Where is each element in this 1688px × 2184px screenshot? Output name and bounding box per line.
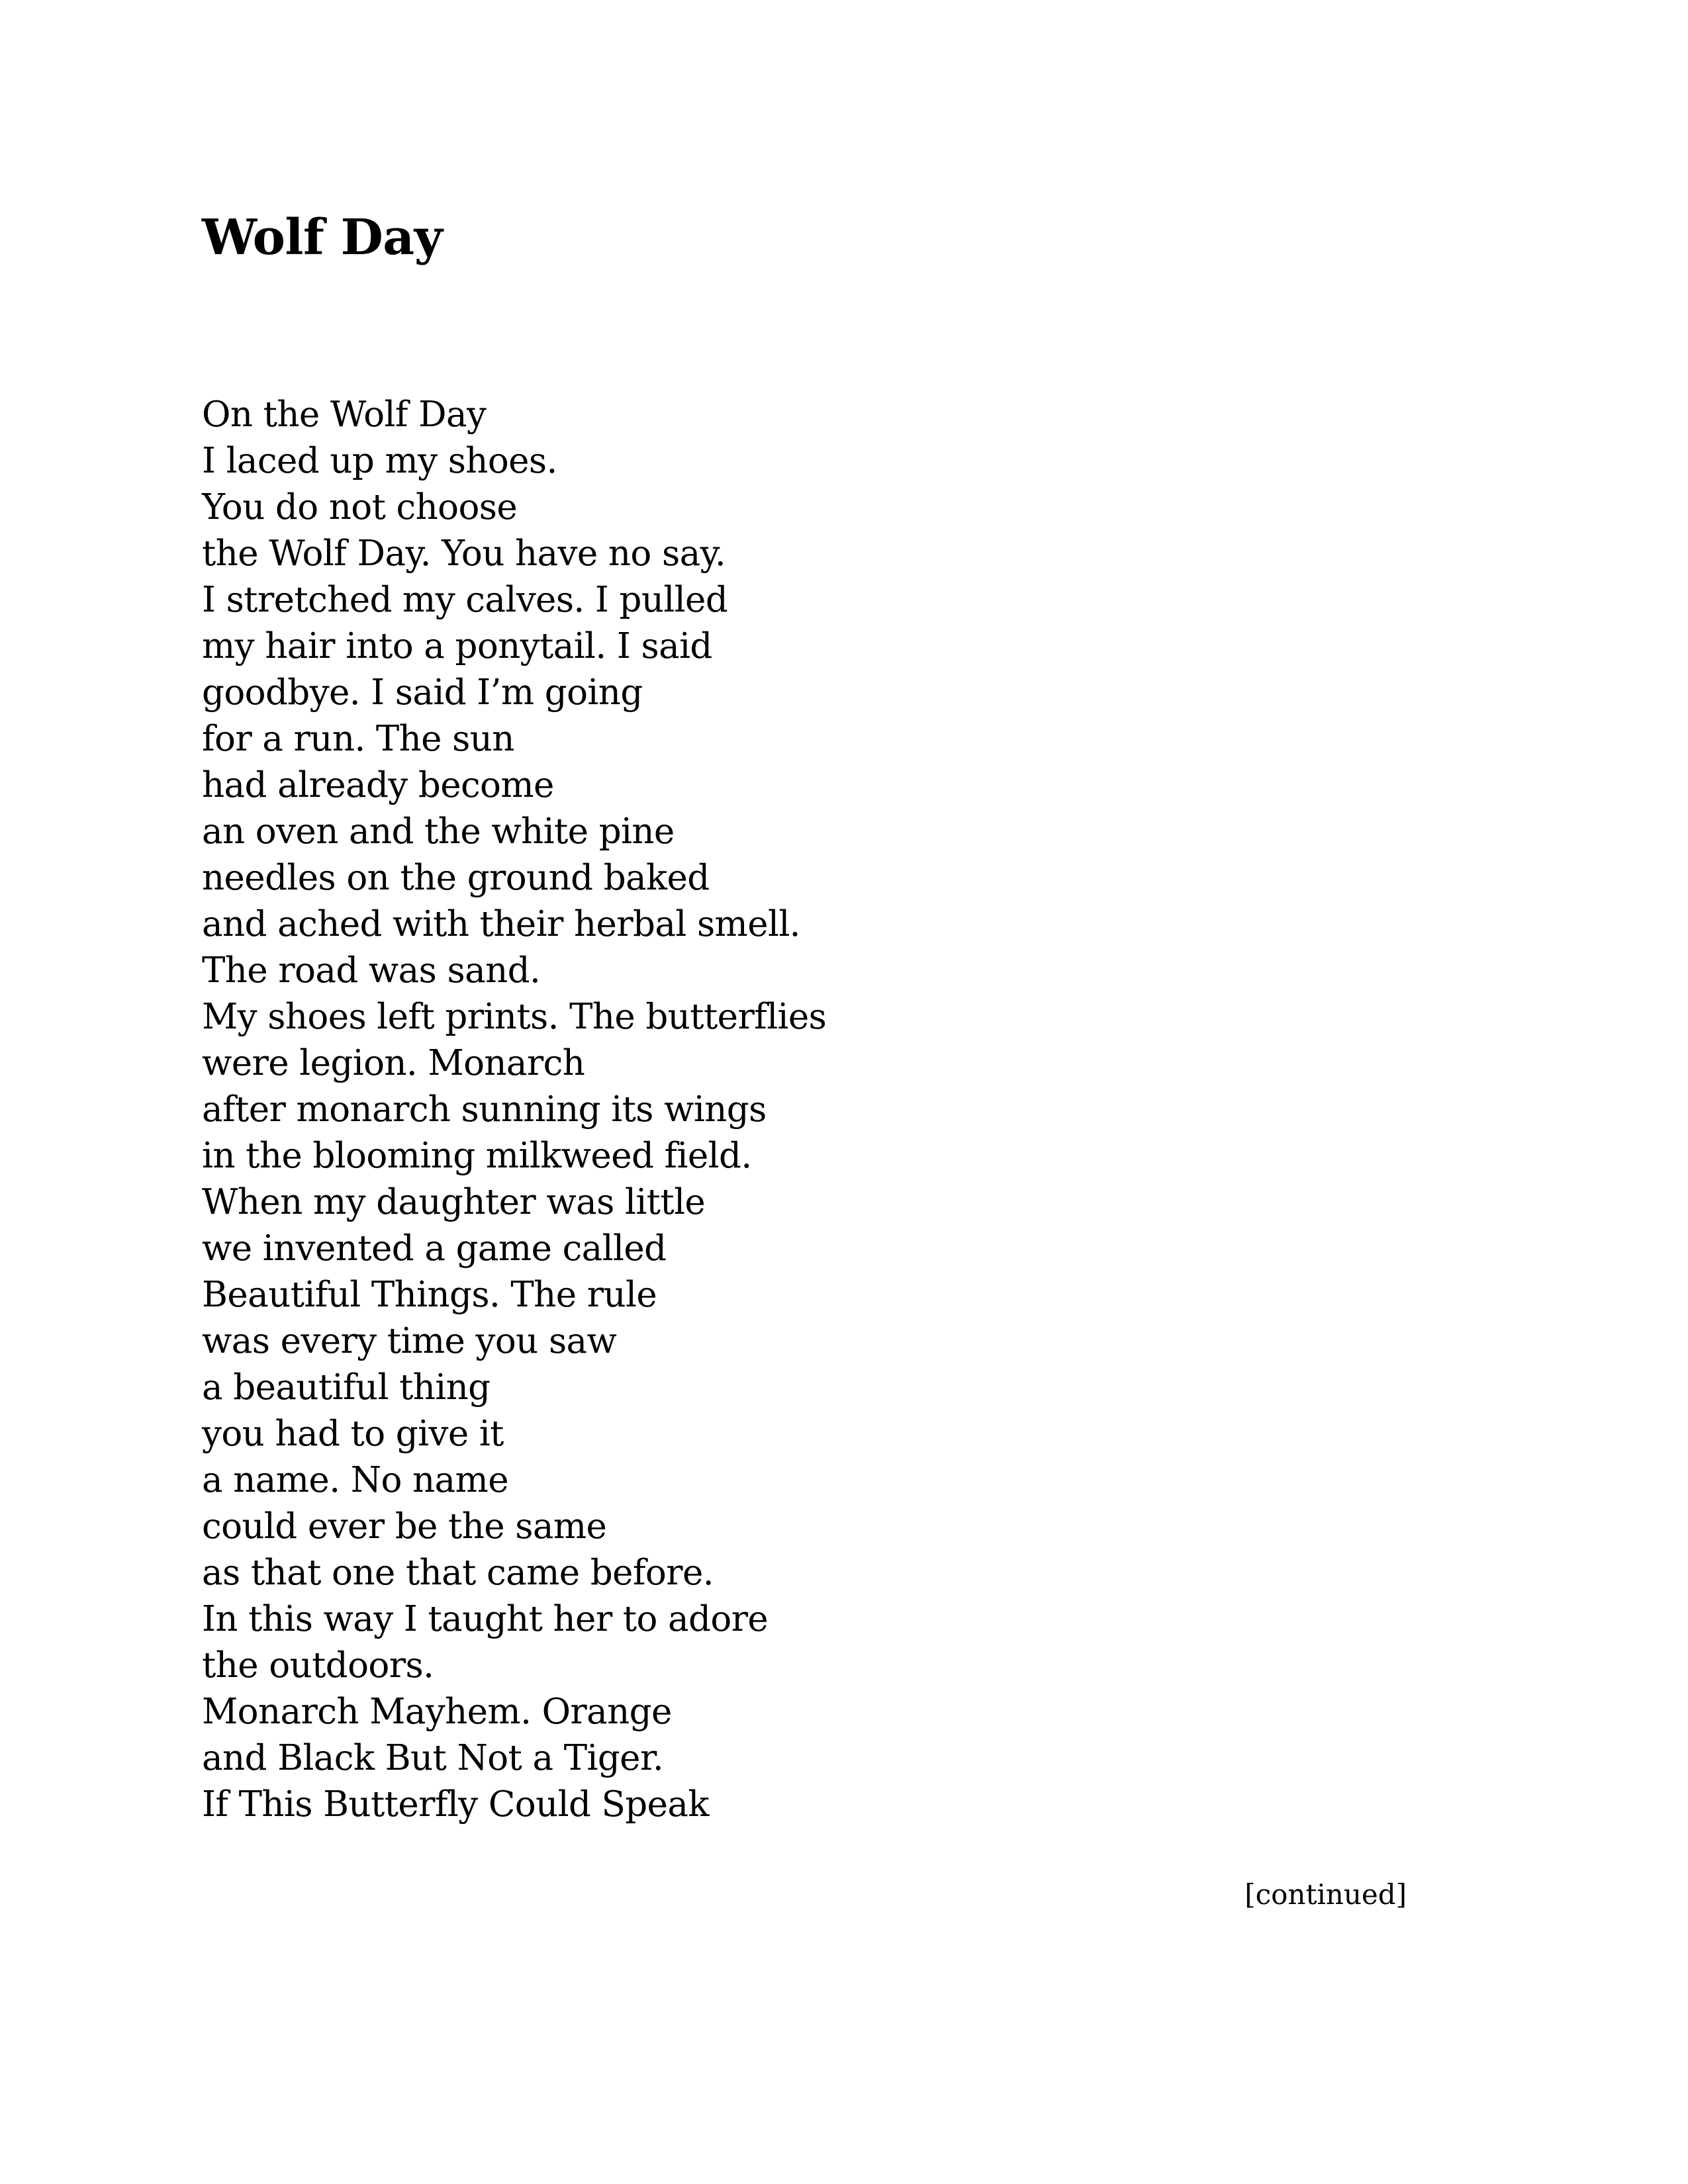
poem-line: My shoes left prints. The butterflies [202,997,827,1037]
poem-line: When my daughter was little [202,1182,706,1222]
poem-line: you had to give it [202,1414,504,1454]
poem-line: was every time you saw [202,1321,617,1361]
poem-body [202,392,826,1828]
poem-line: my hair into a ponytail. I said [202,626,712,666]
poem-line: I stretched my calves. I pulled [202,580,728,620]
poem-line: were legion. Monarch [202,1043,585,1083]
poem-line: Monarch Mayhem. Orange [202,1692,672,1732]
poem-line: I laced up my shoes. [202,441,557,481]
poem-line: a name. No name [202,1460,508,1500]
poem-line: In this way I taught her to adore [202,1599,769,1639]
poem-line: an oven and the white pine [202,811,675,852]
poem-line: after monarch sunning its wings [202,1089,767,1130]
poem-line: On the Wolf Day [202,394,487,435]
poem-line: as that one that came before. [202,1553,714,1593]
poem-line: Beautiful Things. The rule [202,1275,657,1315]
poem-line: goodbye. I said I’m going [202,672,643,713]
poem-title: Wolf Day [202,209,443,266]
poem-line: The road was sand. [202,950,541,991]
poem-line: in the blooming milkweed field. [202,1136,752,1176]
poem-line: needles on the ground baked [202,858,710,898]
poem-line: we invented a game called [202,1228,667,1269]
poem-line: the Wolf Day. You have no say. [202,533,726,574]
poem-line: for a run. The sun [202,719,514,759]
continued-note: [continued] [1244,1878,1407,1911]
poem-line: a beautiful thing [202,1367,491,1408]
poem-line: had already become [202,765,554,805]
poem-line: could ever be the same [202,1506,607,1547]
poem-line: the outdoors. [202,1645,434,1686]
poem-line: and Black But Not a Tiger. [202,1738,664,1778]
poem-line: If This Butterfly Could Speak [202,1784,709,1825]
poem-line: You do not choose [202,487,518,527]
poem-line: and ached with their herbal smell. [202,904,800,944]
